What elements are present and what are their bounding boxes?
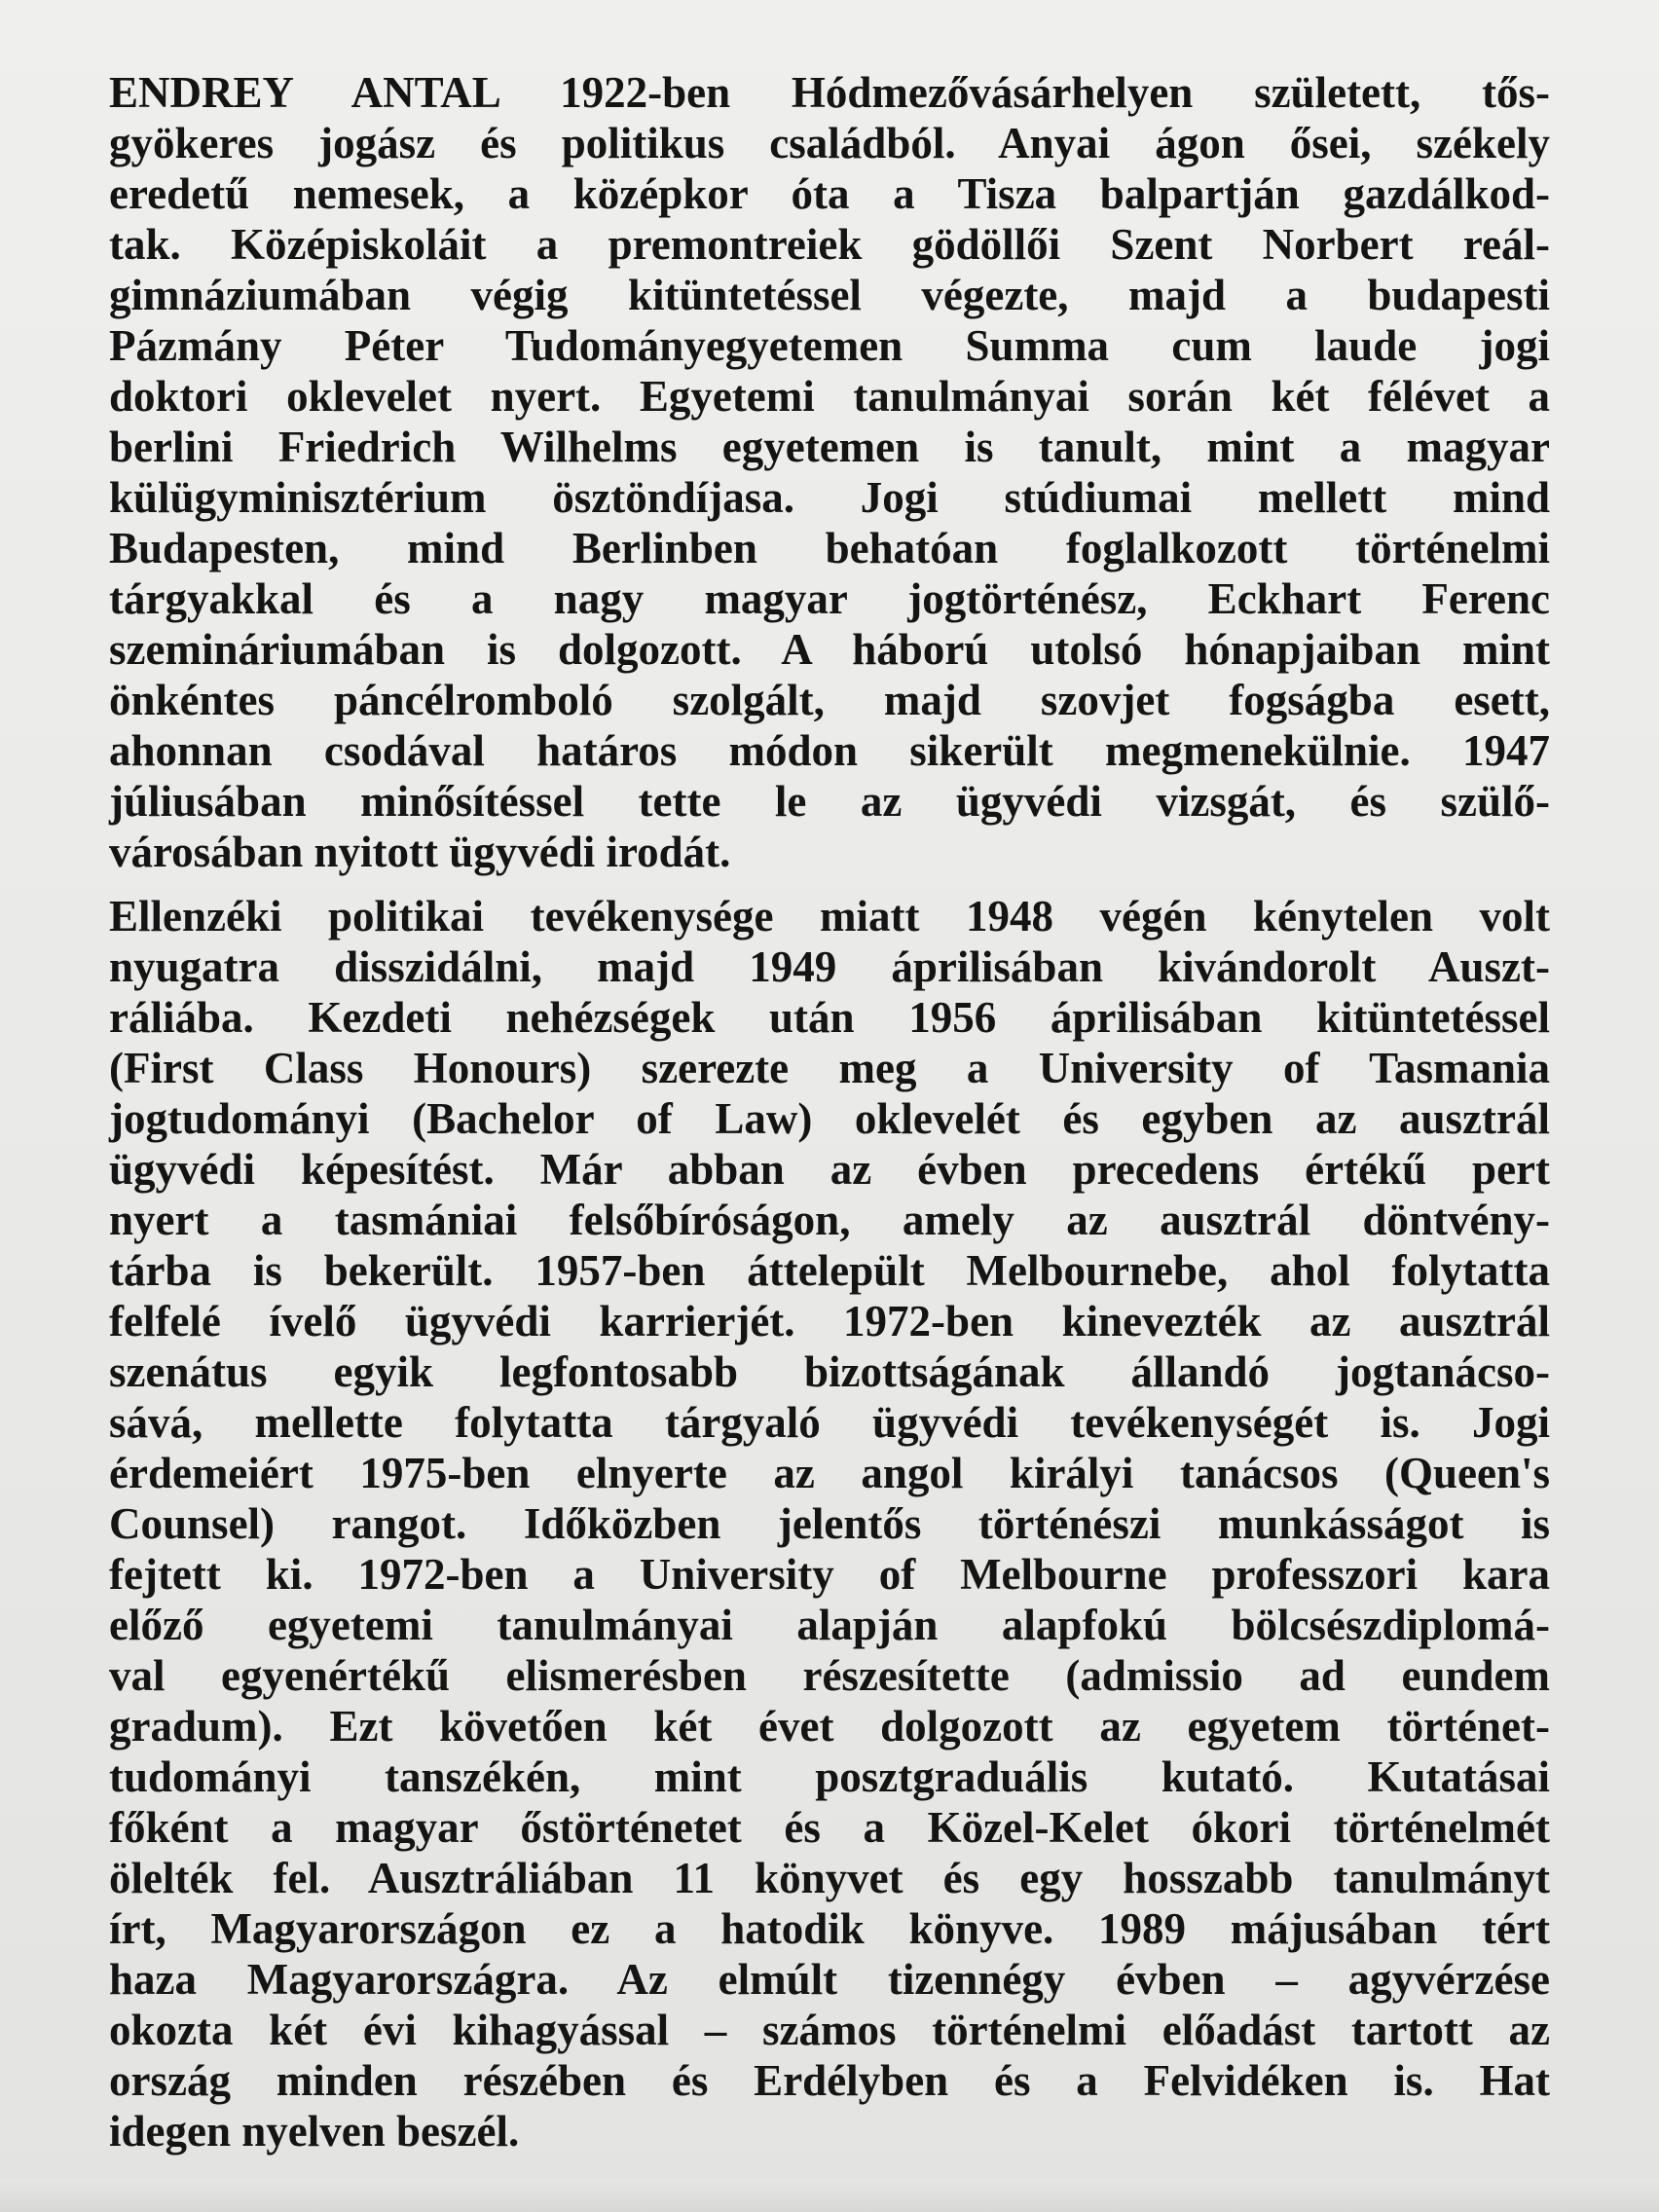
- text-line: fejtett ki. 1972-ben a University of Melbourne professzori kara: [109, 1550, 1550, 1599]
- text-line: tárgyakkal és a nagy magyar jogtörténész, Eckhart Ferenc: [109, 574, 1550, 623]
- text-line: felfelé ívelő ügyvédi karrierjét. 1972-ben kinevezték az ausztrál: [109, 1297, 1550, 1346]
- text-line: ország minden részében és Erdélyben és a Felvidéken is. Hat: [109, 2056, 1550, 2105]
- text-line: szemináriumában is dolgozott. A háború utolsó hónapjaiban mint: [109, 625, 1550, 674]
- text-line: főként a magyar őstörténetet és a Közel-Kelet ókori történelmét: [109, 1803, 1550, 1852]
- text-line: idegen nyelven beszél.: [109, 2107, 520, 2156]
- text-line: sává, mellette folytatta tárgyaló ügyvédi tevékenységét is. Jogi: [109, 1398, 1550, 1447]
- text-line: júliusában minősítéssel tette le az ügyvédi vizsgát, és szülő-: [109, 777, 1550, 826]
- text-line: haza Magyarországra. Az elmúlt tizennégy évben – agyvérzése: [109, 1955, 1550, 2004]
- text-line: gradum). Ezt követően két évet dolgozott az egyetem történet-: [109, 1702, 1550, 1751]
- text-line: Pázmány Péter Tudományegyetemen Summa cum laude jogi: [109, 321, 1550, 370]
- text-line: jogtudományi (Bachelor of Law) oklevelét és egyben az ausztrál: [109, 1094, 1550, 1143]
- text-line: ölelték fel. Ausztráliában 11 könyvet és egy hosszabb tanulmányt: [109, 1854, 1550, 1902]
- text-line: érdemeiért 1975-ben elnyerte az angol királyi tanácsos (Queen's: [109, 1449, 1550, 1497]
- text-line: gimnáziumában végig kitüntetéssel végezte, majd a budapesti: [109, 271, 1550, 319]
- text-line: okozta két évi kihagyással – számos történelmi előadást tartott az: [109, 2006, 1550, 2054]
- page-bottom-edge: [0, 2179, 1659, 2212]
- text-line: tudományi tanszékén, mint posztgraduális kutató. Kutatásai: [109, 1752, 1550, 1801]
- text-line: ráliába. Kezdeti nehézségek után 1956 áprilisában kitüntetéssel: [109, 993, 1550, 1042]
- text-line: városában nyitott ügyvédi irodát.: [109, 828, 731, 876]
- text-line: nyugatra disszidálni, majd 1949 áprilisában kivándorolt Auszt-: [109, 942, 1550, 991]
- text-line: Counsel) rangot. Időközben jelentős történészi munkásságot is: [109, 1499, 1550, 1548]
- text-line: doktori oklevelet nyert. Egyetemi tanulmányai során két félévet a: [109, 372, 1550, 421]
- text-line: nyert a tasmániai felsőbíróságon, amely az ausztrál döntvény-: [109, 1196, 1550, 1244]
- text-line: külügyminisztérium ösztöndíjasa. Jogi stúdiumai mellett mind: [109, 473, 1550, 522]
- text-line: önkéntes páncélromboló szolgált, majd szovjet fogságba esett,: [109, 676, 1550, 724]
- text-line: gyökeres jogász és politikus családból. Anyai ágon ősei, székely: [109, 119, 1550, 167]
- text-line: Ellenzéki politikai tevékenysége miatt 1948 végén kénytelen volt: [109, 892, 1550, 940]
- text-line: írt, Magyarországon ez a hatodik könyve. 1989 májusában tért: [109, 1904, 1550, 1953]
- text-line: eredetű nemesek, a középkor óta a Tisza balpartján gazdálkod-: [109, 169, 1550, 218]
- text-line: ENDREY ANTAL 1922-ben Hódmezővásárhelyen született, tős-: [109, 68, 1550, 117]
- text-line: előző egyetemi tanulmányai alapján alapfokú bölcsészdiplomá-: [109, 1601, 1550, 1649]
- text-line: szenátus egyik legfontosabb bizottságának állandó jogtanácso-: [109, 1347, 1550, 1396]
- text-line: Budapesten, mind Berlinben behatóan foglalkozott történelmi: [109, 524, 1550, 572]
- text-line: tárba is bekerült. 1957-ben áttelepült Melbournebe, ahol folytatta: [109, 1246, 1550, 1295]
- text-line: (First Class Honours) szerezte meg a University of Tasmania: [109, 1044, 1550, 1092]
- text-line: val egyenértékű elismerésben részesítette (admissio ad eundem: [109, 1651, 1550, 1700]
- text-line: berlini Friedrich Wilhelms egyetemen is tanult, mint a magyar: [109, 423, 1550, 471]
- text-line: ahonnan csodával határos módon sikerült megmenekülnie. 1947: [109, 726, 1550, 775]
- text-line: tak. Középiskoláit a premontreiek gödöllői Szent Norbert reál-: [109, 220, 1550, 269]
- text-line: ügyvédi képesítést. Már abban az évben precedens értékű pert: [109, 1145, 1550, 1194]
